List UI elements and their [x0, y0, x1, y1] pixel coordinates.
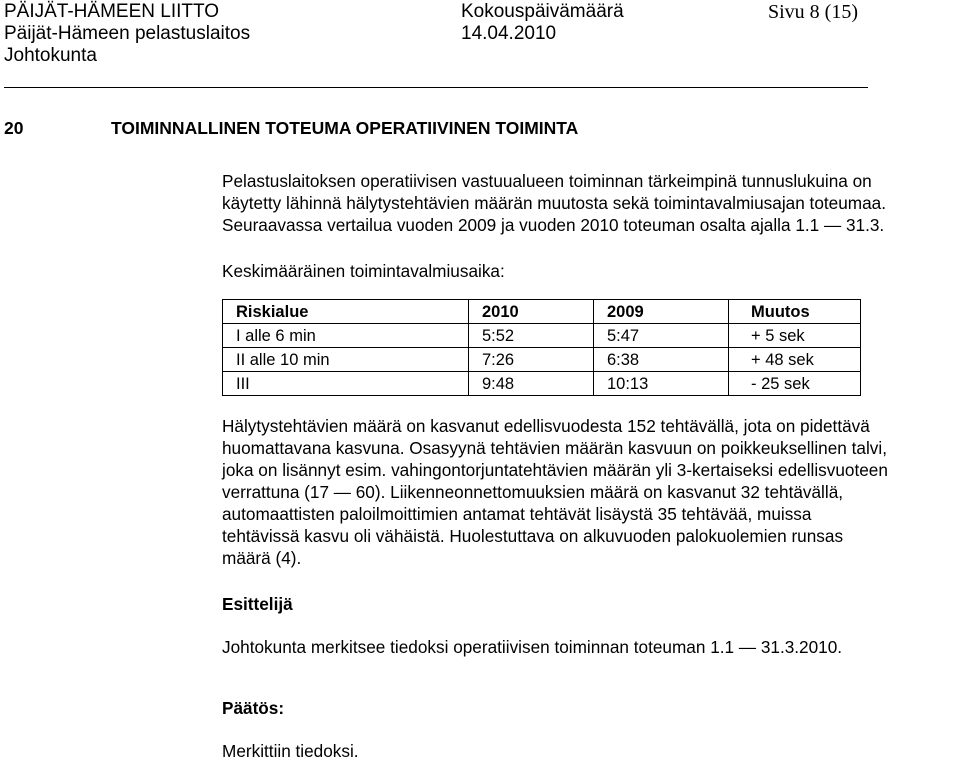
- header-riskialue: Riskialue: [223, 300, 469, 324]
- meeting-date-value: 14.04.2010: [461, 23, 557, 44]
- meeting-date-label: Kokouspäivämäärä: [461, 1, 624, 22]
- response-time-table: [222, 299, 861, 396]
- presenter-heading: Esittelijä: [222, 594, 293, 614]
- paragraph-line-5: automaattisten paloilmoittimien antamat tehtävät lisäystä 35 tehtävää, muissa: [222, 504, 812, 524]
- intro-line-2: käytetty lähinnä hälytystehtävien määrän muutosta sekä toimintavalmiusajan toteumaa.: [222, 193, 886, 213]
- section-number: 20: [4, 118, 24, 138]
- table-cell: 9:48: [469, 372, 594, 396]
- intro-line-3: Seuraavassa vertailua vuoden 2009 ja vuoden 2010 toteuman osalta ajalla 1.1 — 31.3.: [222, 215, 885, 235]
- table-header-row: [223, 300, 861, 324]
- table-cell: 5:52: [469, 324, 594, 348]
- paragraph-line-2: huomattavana kasvuna. Osasyynä tehtävien määrän kasvuun on poikkeuksellinen talvi,: [222, 438, 887, 458]
- table-cell: 10:13: [594, 372, 729, 396]
- decision-text: Merkittiin tiedoksi.: [222, 741, 359, 761]
- paragraph-line-1: Hälytystehtävien määrä on kasvanut edellisvuodesta 152 tehtävällä, jota on pidettävä: [222, 416, 870, 436]
- board-name: Johtokunta: [4, 45, 97, 66]
- table-row: [223, 348, 861, 372]
- paragraph-line-4: verrattuna (17 — 60). Liikenneonnettomuuksien määrä on kasvanut 32 tehtävällä,: [222, 482, 844, 502]
- header-2010: 2010: [469, 300, 594, 324]
- page-number: Sivu 8 (15): [768, 1, 858, 23]
- table-row: [223, 372, 861, 396]
- header-muutos: Muutos: [729, 300, 861, 324]
- section-title: TOIMINNALLINEN TOTEUMA OPERATIIVINEN TOIMINTA: [111, 118, 579, 138]
- table-cell: + 48 sek: [729, 348, 861, 372]
- decision-heading: Päätös:: [222, 698, 285, 718]
- table-cell: I alle 6 min: [223, 324, 469, 348]
- table-cell: 7:26: [469, 348, 594, 372]
- table-caption: Keskimääräinen toimintavalmiusaika:: [222, 261, 505, 281]
- department-name: Päijät-Hämeen pelastuslaitos: [4, 23, 251, 44]
- table-cell: 6:38: [594, 348, 729, 372]
- header-2009: 2009: [594, 300, 729, 324]
- table-row: [223, 324, 861, 348]
- paragraph-line-3: joka on lisännyt esim. vahingontorjuntatehtävien määrän yli 3-kertaiseksi edellisvuoteen: [222, 460, 888, 480]
- paragraph-line-7: määrä (4).: [222, 548, 302, 568]
- table-cell: 5:47: [594, 324, 729, 348]
- header-divider: [4, 87, 868, 88]
- proposal-text: Johtokunta merkitsee tiedoksi operatiivisen toiminnan toteuman 1.1 — 31.3.2010.: [222, 637, 843, 657]
- org-name: PÄIJÄT-HÄMEEN LIITTO: [4, 1, 220, 22]
- table-cell: + 5 sek: [729, 324, 861, 348]
- table-cell: II alle 10 min: [223, 348, 469, 372]
- table-cell: III: [223, 372, 469, 396]
- table-cell: - 25 sek: [729, 372, 861, 396]
- paragraph-line-6: tehtävissä kasvu oli vähäistä. Huolestuttava on alkuvuoden palokuolemien runsas: [222, 526, 844, 546]
- intro-line-1: Pelastuslaitoksen operatiivisen vastuualueen toiminnan tärkeimpinä tunnuslukuina on: [222, 171, 872, 191]
